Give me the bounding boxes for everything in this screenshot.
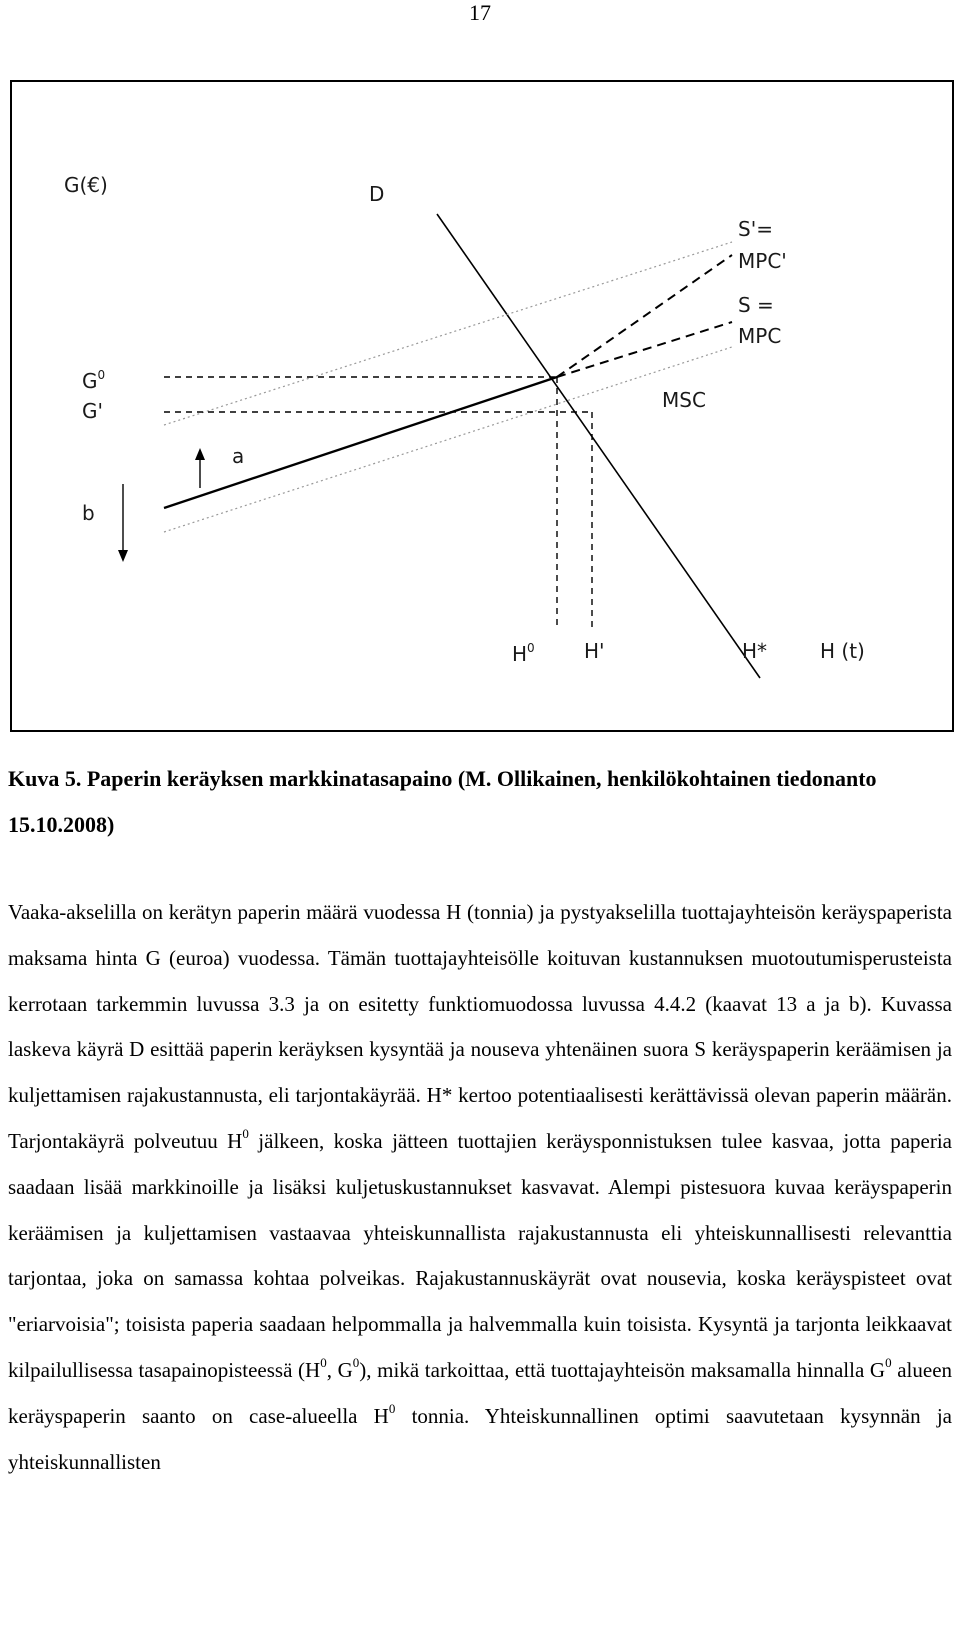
x-axis-label: H (t) xyxy=(820,639,865,663)
g-prime-label: G' xyxy=(82,399,103,423)
supply-curve-solid xyxy=(164,377,557,508)
shift-a-label: a xyxy=(232,444,245,468)
figure-frame xyxy=(10,80,954,732)
shift-b-label: b xyxy=(82,501,95,525)
dotted-line-upper xyxy=(164,242,732,425)
body-paragraph: Vaaka-akselilla on kerätyn paperin määrä vuodessa H (tonnia) ja pystyakselilla tuottajayhteisön keräyspaperista maksama hinta G (euroa) vuodessa. Tämän tuottajayhteisölle koituvan kustannuksen muotoutumisperusteista kerrotaan tarkemmin luvussa 3.3 ja on esitetty funktiomuodossa luvussa 4.4.2 (kaavat 13 a ja b). Kuvassa laskeva käyrä D esittää paperin keräyksen kysyntää ja nouseva yhtenäinen suora S keräyspaperin keräämisen ja kuljettamisen rajakustannusta, eli tarjontakäyrää. H* kertoo potentiaalisesti kerättävissä olevan paperin määrän. Tarjontakäyrä polveutuu $H^0$ jälkeen, koska jätteen tuottajien keräysponnistuksen tulee kasvaa, jotta paperia saadaan lisää markkinoille ja lisäksi kuljetuskustannukset kasvavat. Alempi pistesuora kuvaa keräyspaperin keräämisen ja kuljettamisen vastaavaa yhteiskunnallista rajakustannusta eli yhteiskunnallisesti relevanttia tarjontaa, joka on samassa kohtaa polveikas. Rajakustannuskäyrät ovat nousevia, koska keräyspisteet ovat "eriarvoisia"; toisista paperia saadaan helpommalla ja halvemmalla kuin toisista. Kysyntä ja tarjonta leikkaavat kilpailullisessa tasapainopisteessä ($H^0$, $G^0$), mikä tarkoittaa, että tuottajayhteisön maksamalla hinnalla $G^0$ alueen keräyspaperin saanto on case-alueella $H^0$ tonnia. Yhteiskunnallinen optimi saavutetaan kysynnän ja yhteiskunnallisten xyxy=(8,900,953,1474)
s-label-line1: S = xyxy=(738,293,774,317)
g0-label: $G^0$ xyxy=(82,368,106,393)
supply-curve-s-prime-branch xyxy=(557,255,732,377)
page-number: 17 xyxy=(469,0,491,25)
market-equilibrium-diagram xyxy=(12,82,952,730)
h-star-label: H* xyxy=(742,639,768,663)
msc-curve xyxy=(164,347,732,532)
s-label-line2: MPC xyxy=(738,324,782,348)
arrow-up-icon xyxy=(195,448,205,460)
demand-curve xyxy=(437,214,760,678)
figure-caption: Kuva 5. Paperin keräyksen markkinatasapaino (M. Ollikainen, henkilökohtainen tiedonanto 15.10.2008) xyxy=(8,766,877,837)
supply-curve-s-branch xyxy=(557,322,732,377)
demand-label: D xyxy=(369,182,385,206)
s-prime-label-line2: MPC' xyxy=(738,249,787,273)
h0-label: $H^0$ xyxy=(512,641,535,666)
msc-label: MSC xyxy=(662,388,706,412)
y-axis-label: G(€) xyxy=(64,173,108,197)
arrow-down-icon xyxy=(118,550,128,562)
h-prime-label: H' xyxy=(584,639,605,663)
s-prime-label-line1: S'= xyxy=(738,217,773,241)
body-text xyxy=(8,890,952,1485)
